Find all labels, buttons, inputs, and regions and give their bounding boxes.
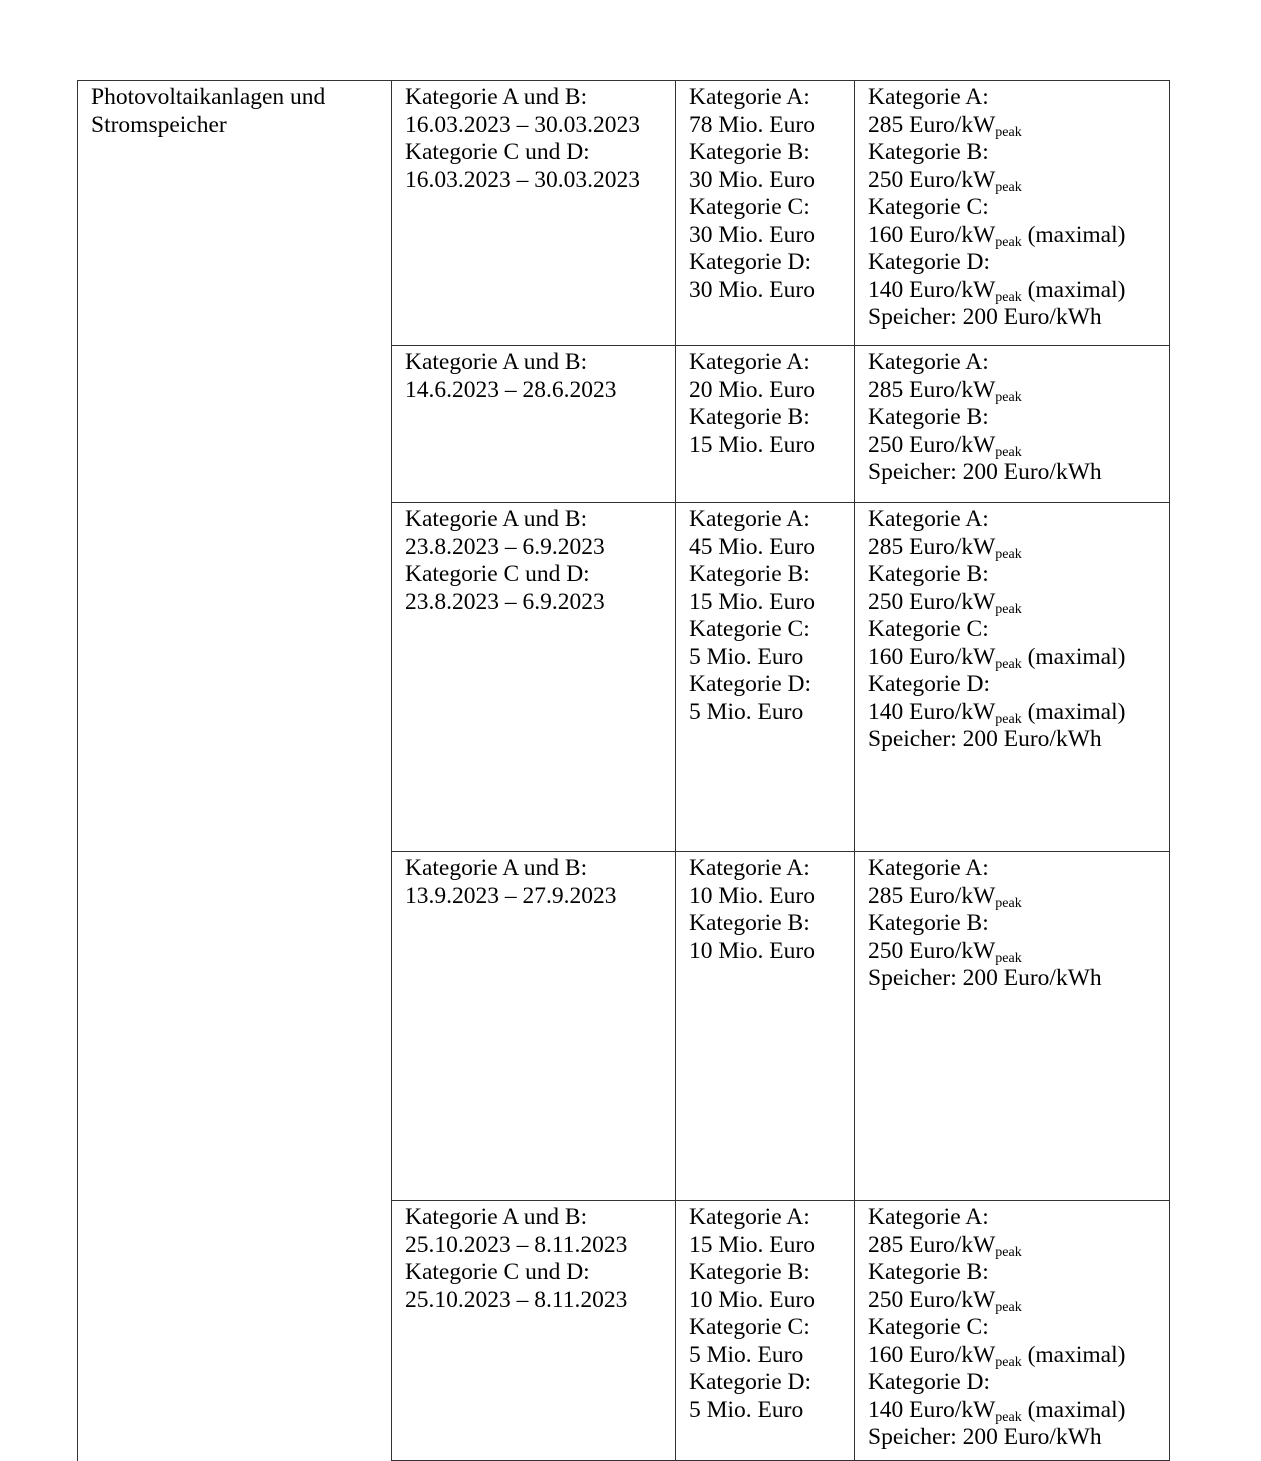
rate-text: Kategorie B:: [868, 910, 989, 936]
period-line: 16.03.2023 – 30.03.2023: [405, 166, 640, 193]
budget-line: Kategorie C:: [689, 616, 810, 642]
rate-qualifier: (maximal): [1021, 221, 1126, 248]
rate-text: 250 Euro/kW: [868, 1286, 996, 1313]
rate-line: [868, 644, 1159, 672]
budget-line: 78 Mio. Euro: [689, 111, 815, 138]
budget-cell: [676, 1201, 855, 1461]
budget-line: 15 Mio. Euro: [689, 1231, 815, 1258]
budget-line: Kategorie A:: [689, 1204, 810, 1230]
rate-text: 250 Euro/kW: [868, 937, 996, 964]
rate-cell: [855, 1201, 1170, 1461]
budget-line: Kategorie B:: [689, 910, 810, 936]
rate-unit-subscript: peak: [995, 1354, 1022, 1370]
budget-line: 5 Mio. Euro: [689, 698, 804, 725]
period-line: Kategorie C und D:: [405, 561, 590, 587]
rate-text: 285 Euro/kW: [868, 533, 996, 560]
period-line: 14.6.2023 – 28.6.2023: [405, 376, 617, 403]
period-line: Kategorie A und B:: [405, 1204, 588, 1230]
rate-line: [868, 1232, 1159, 1260]
budget-cell: [676, 503, 855, 852]
rate-text: 160 Euro/kW: [868, 221, 996, 248]
rate-line: [868, 616, 1159, 644]
period-cell: [392, 503, 676, 852]
rate-unit-subscript: peak: [995, 124, 1022, 140]
rate-text: Kategorie D:: [868, 671, 991, 697]
rate-line: [868, 349, 1159, 377]
rate-qualifier: (maximal): [1021, 698, 1126, 725]
funding-table: [77, 80, 1170, 1461]
rate-unit-subscript: peak: [995, 1409, 1022, 1425]
rate-cell: [855, 503, 1170, 852]
period-line: 13.9.2023 – 27.9.2023: [405, 882, 617, 909]
rate-text: Kategorie C:: [868, 1314, 989, 1340]
rate-line: [868, 404, 1159, 432]
rate-line: [868, 377, 1159, 405]
category-label: Photovoltaikanlagen und Stromspeicher: [91, 84, 326, 138]
budget-line: 10 Mio. Euro: [689, 1286, 815, 1313]
rate-line: [868, 1424, 1159, 1452]
rate-text: Kategorie C:: [868, 194, 989, 220]
rate-qualifier: (maximal): [1021, 643, 1126, 670]
period-cell: [392, 81, 676, 346]
rate-line: [868, 910, 1159, 938]
rate-text: Kategorie B:: [868, 561, 989, 587]
period-line: 23.8.2023 – 6.9.2023: [405, 533, 605, 560]
rate-text: Kategorie B:: [868, 1259, 989, 1285]
period-line: Kategorie C und D:: [405, 139, 590, 165]
rate-text: Speicher: 200 Euro/kWh: [868, 459, 1102, 485]
rate-line: [868, 1204, 1159, 1232]
budget-line: 15 Mio. Euro: [689, 431, 815, 458]
period-line: 25.10.2023 – 8.11.2023: [405, 1286, 628, 1313]
rate-line: [868, 726, 1159, 754]
category-cell: [78, 81, 392, 1461]
rate-unit-subscript: peak: [995, 950, 1022, 966]
budget-line: 15 Mio. Euro: [689, 588, 815, 615]
rate-unit-subscript: peak: [995, 1244, 1022, 1260]
rate-text: 250 Euro/kW: [868, 166, 996, 193]
period-line: Kategorie A und B:: [405, 84, 588, 110]
budget-line: 5 Mio. Euro: [689, 1341, 804, 1368]
rate-text: Kategorie C:: [868, 616, 989, 642]
budget-line: Kategorie A:: [689, 349, 810, 375]
rate-line: [868, 855, 1159, 883]
rate-unit-subscript: peak: [995, 546, 1022, 562]
rate-line: [868, 112, 1159, 140]
budget-line: Kategorie A:: [689, 506, 810, 532]
period-line: Kategorie A und B:: [405, 506, 588, 532]
budget-line: Kategorie D:: [689, 671, 812, 697]
rate-line: [868, 222, 1159, 250]
budget-line: 45 Mio. Euro: [689, 533, 815, 560]
budget-line: 20 Mio. Euro: [689, 376, 815, 403]
rate-line: [868, 965, 1159, 993]
rate-text: 250 Euro/kW: [868, 431, 996, 458]
rate-text: Kategorie A:: [868, 84, 989, 110]
period-cell: [392, 346, 676, 503]
rate-line: [868, 304, 1159, 332]
rate-cell: [855, 81, 1170, 346]
period-cell: [392, 852, 676, 1201]
period-line: 23.8.2023 – 6.9.2023: [405, 588, 605, 615]
rate-line: [868, 506, 1159, 534]
rate-line: [868, 1342, 1159, 1370]
rate-unit-subscript: peak: [995, 601, 1022, 617]
rate-text: 140 Euro/kW: [868, 1396, 996, 1423]
rate-qualifier: (maximal): [1021, 1396, 1126, 1423]
rate-line: [868, 139, 1159, 167]
rate-unit-subscript: peak: [995, 234, 1022, 250]
rate-cell: [855, 852, 1170, 1201]
rate-line: [868, 671, 1159, 699]
rate-text: 285 Euro/kW: [868, 1231, 996, 1258]
rate-text: Kategorie D:: [868, 1369, 991, 1395]
budget-line: 10 Mio. Euro: [689, 882, 815, 909]
budget-line: 10 Mio. Euro: [689, 937, 815, 964]
rate-unit-subscript: peak: [995, 656, 1022, 672]
rate-text: Kategorie A:: [868, 1204, 989, 1230]
budget-line: Kategorie D:: [689, 249, 812, 275]
budget-line: 30 Mio. Euro: [689, 276, 815, 303]
budget-line: Kategorie B:: [689, 561, 810, 587]
rate-text: 160 Euro/kW: [868, 643, 996, 670]
rate-unit-subscript: peak: [995, 179, 1022, 195]
table-row: [78, 81, 1170, 346]
period-line: 16.03.2023 – 30.03.2023: [405, 111, 640, 138]
rate-qualifier: (maximal): [1021, 276, 1126, 303]
rate-line: [868, 1259, 1159, 1287]
rate-text: 160 Euro/kW: [868, 1341, 996, 1368]
rate-line: [868, 1397, 1159, 1425]
budget-line: 30 Mio. Euro: [689, 221, 815, 248]
rate-text: 285 Euro/kW: [868, 111, 996, 138]
rate-text: 285 Euro/kW: [868, 376, 996, 403]
rate-line: [868, 84, 1159, 112]
rate-unit-subscript: peak: [995, 389, 1022, 405]
rate-unit-subscript: peak: [995, 444, 1022, 460]
rate-text: Speicher: 200 Euro/kWh: [868, 304, 1102, 330]
rate-unit-subscript: peak: [995, 289, 1022, 305]
budget-line: 30 Mio. Euro: [689, 166, 815, 193]
period-line: Kategorie A und B:: [405, 855, 588, 881]
rate-text: Kategorie D:: [868, 249, 991, 275]
budget-line: Kategorie C:: [689, 1314, 810, 1340]
budget-line: Kategorie C:: [689, 194, 810, 220]
budget-line: Kategorie A:: [689, 855, 810, 881]
rate-line: [868, 561, 1159, 589]
rate-line: [868, 432, 1159, 460]
period-cell: [392, 1201, 676, 1461]
rate-text: Speicher: 200 Euro/kWh: [868, 965, 1102, 991]
rate-line: [868, 194, 1159, 222]
rate-line: [868, 1314, 1159, 1342]
rate-line: [868, 589, 1159, 617]
rate-text: Kategorie A:: [868, 855, 989, 881]
rate-text: Kategorie A:: [868, 349, 989, 375]
rate-line: [868, 1287, 1159, 1315]
rate-line: [868, 699, 1159, 727]
rate-text: 140 Euro/kW: [868, 698, 996, 725]
budget-line: 5 Mio. Euro: [689, 643, 804, 670]
rate-text: 285 Euro/kW: [868, 882, 996, 909]
budget-line: Kategorie B:: [689, 139, 810, 165]
budget-cell: [676, 346, 855, 503]
period-line: Kategorie A und B:: [405, 349, 588, 375]
rate-line: [868, 277, 1159, 305]
rate-text: Speicher: 200 Euro/kWh: [868, 1424, 1102, 1450]
rate-line: [868, 249, 1159, 277]
rate-line: [868, 167, 1159, 195]
rate-text: Kategorie A:: [868, 506, 989, 532]
rate-unit-subscript: peak: [995, 1299, 1022, 1315]
rate-line: [868, 883, 1159, 911]
rate-line: [868, 534, 1159, 562]
budget-line: Kategorie B:: [689, 404, 810, 430]
budget-line: 5 Mio. Euro: [689, 1396, 804, 1423]
rate-line: [868, 938, 1159, 966]
rate-line: [868, 459, 1159, 487]
rate-text: 250 Euro/kW: [868, 588, 996, 615]
rate-text: Kategorie B:: [868, 404, 989, 430]
rate-cell: [855, 346, 1170, 503]
rate-text: Kategorie B:: [868, 139, 989, 165]
rate-text: Speicher: 200 Euro/kWh: [868, 726, 1102, 752]
rate-qualifier: (maximal): [1021, 1341, 1126, 1368]
period-line: 25.10.2023 – 8.11.2023: [405, 1231, 628, 1258]
rate-text: 140 Euro/kW: [868, 276, 996, 303]
budget-line: Kategorie B:: [689, 1259, 810, 1285]
rate-unit-subscript: peak: [995, 895, 1022, 911]
period-line: Kategorie C und D:: [405, 1259, 590, 1285]
budget-cell: [676, 852, 855, 1201]
budget-line: Kategorie A:: [689, 84, 810, 110]
budget-line: Kategorie D:: [689, 1369, 812, 1395]
budget-cell: [676, 81, 855, 346]
rate-line: [868, 1369, 1159, 1397]
rate-unit-subscript: peak: [995, 711, 1022, 727]
